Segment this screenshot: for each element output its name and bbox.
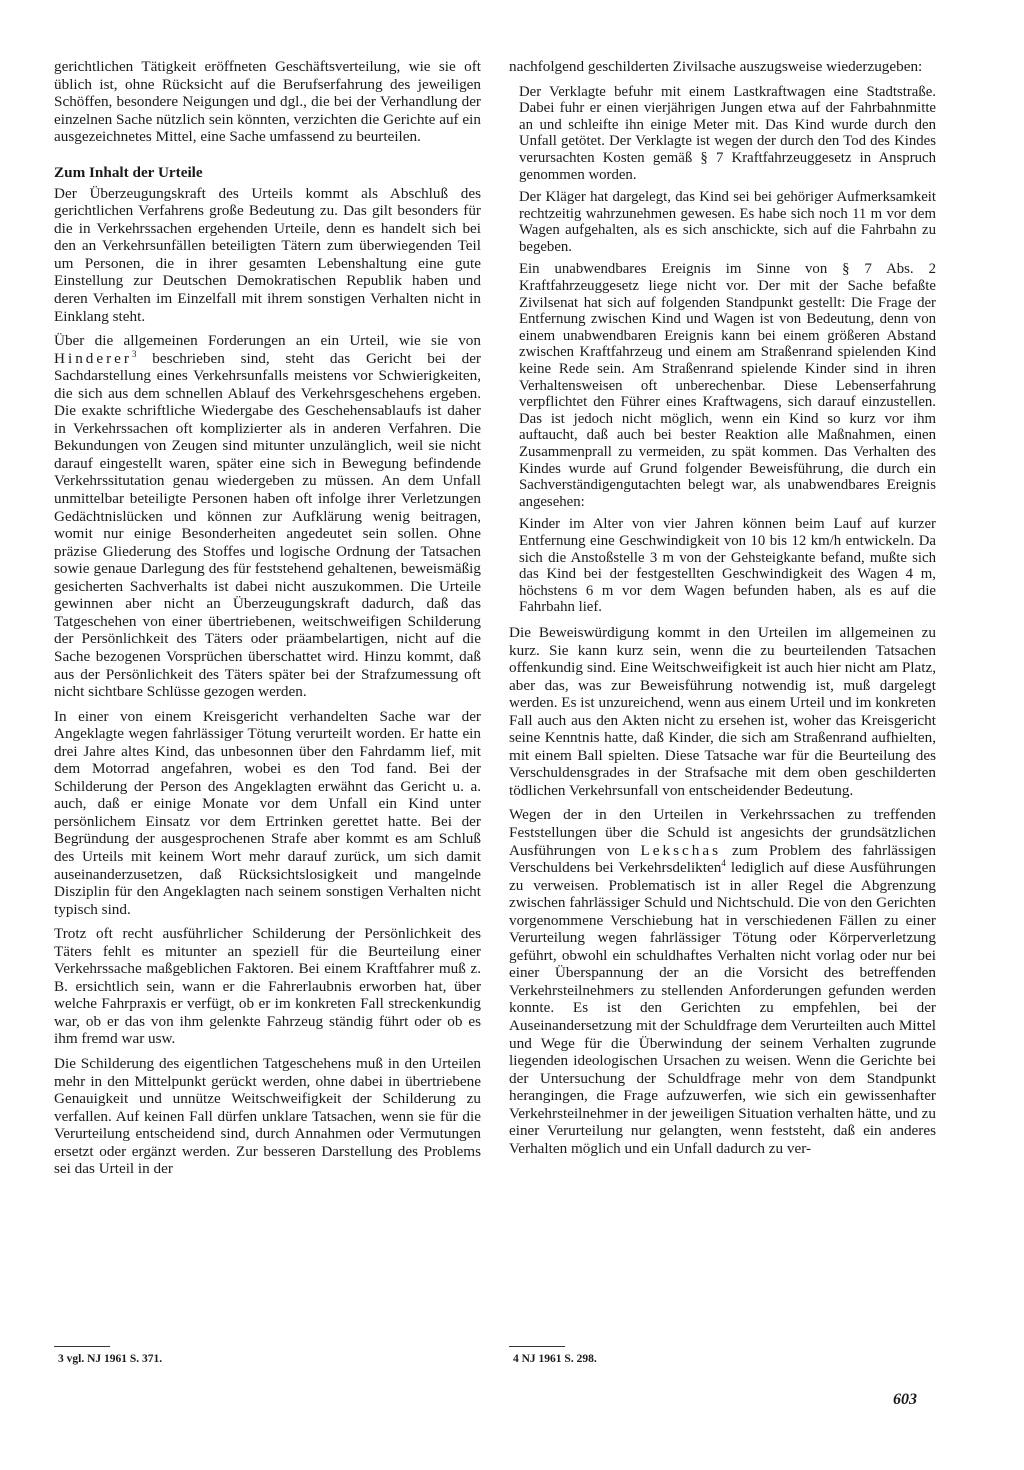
quote-paragraph: Der Verklagte befuhr mit einem Lastkraftwagen eine Stadtstraße. Dabei fuhr er einen vierjährigen Jungen etwa auf der Fahrbahnmitte an und schleifte ihn einige Meter mit. Das Kind wurde durch den Unfall getötet. Der Verklagte ist wegen der durch den Tod des Kindes verursachten Kosten gemäß § 7 Kraftfahrzeuggesetz in Anspruch genommen worden.: [519, 83, 936, 183]
paragraph: In einer von einem Kreisgericht verhandelten Sache war der Angeklagte wegen fahrlässiger Tötung verurteilt worden. Er hatte ein drei Jahre altes Kind, das unbesonnen über den Fahrdamm lief, mit dem Motorrad angefahren, wobei es den Tod fand. Bei der Schilderung der Person des Angeklagten erwähnt das Gericht u. a. auch, daß er einige Monate vor dem Unfall ein Kind unter persönlichem Einsatz vor dem Ertrinken gerettet hatte. Bei der Begründung der ausgesprochenen Strafe aber kommt es am Schluß des Urteils mit keinem Wort mehr darauf zurück, um sich damit auseinanderzusetzen, daß Rücksichtslosigkeit und mangelnde Disziplin für den Angeklagten nach seinem sonstigen Verhalten nicht typisch sind.: [54, 707, 481, 918]
paragraph: Trotz oft recht ausführlicher Schilderung der Persönlichkeit des Täters fehlt es mitunter an speziell für die Beurteilung einer Verkehrssache maßgeblichen Faktoren. Bei einem Kraftfahrer muß z. B. ersichtlich sein, wann er die Fahrerlaubnis erworben hat, über welche Fahrpraxis er verfügt, ob er im konkreten Fall streckenkundig war, ob er das von ihm gelenkte Fahrzeug ständig führt oder ob es ihm fremd war usw.: [54, 925, 481, 1048]
quote-paragraph: Kinder im Alter von vier Jahren können beim Lauf auf kurzer Entfernung eine Geschwindigkeit von 10 bis 12 km/h entwickeln. Da sich die Anstoßstelle 3 m von der Gehsteigkante befand, mußte sich das Kind bei der festgestellten Geschwindigkeit des Wagen 4 m, höchstens 6 m vor dem Wagen befunden haben, als es auf die Fahrbahn lief.: [519, 516, 936, 616]
case-quote: [519, 84, 936, 616]
footnote: 4 NJ 1961 S. 298.: [513, 1353, 597, 1365]
footnote-ref: 3: [131, 348, 137, 359]
paragraph: Über die allgemeinen Forderungen an ein Urteil, wie sie von Hinderer$^3$ beschrieben sind, steht das Gericht bei der Sachdarstellung eines Verkehrsunfalls meistens vor Schwierigkeiten, die sich aus dem schnellen Ablauf des Verkehrsgeschehens ergeben. Die exakte schriftliche Wiedergabe des Geschehensablaufs ist daher in Verkehrssachen oft komplizierter als in anderen Verfahren. Die Bekundungen von Zeugen sind mitunter unzulänglich, weil sie nicht darauf eingestellt waren, später eine sich in Bewegung befindende Verkehrssitutation genau wiedergeben zu müssen. An dem Unfall unmittelbar beteiligte Personen haben oft infolge ihrer Verletzungen Gedächtnislücken und können zur Aufklärung wenig beitragen, womit nur einige Besonderheiten angedeutet sein sollen. Ohne präzise Gliederung des Stoffes und logische Ordnung der Tatsachen sowie genaue Darlegung des für feststehend gehaltenen, beweismäßig gesicherten Sachverhalts ist dabei nicht auszukommen. Die Urteile gewinnen aber nicht an Überzeugungskraft dadurch, daß das Tatgeschehen von einer übertriebenen, weitschweifigen Schilderung der Persönlichkeit des Täters oder präambelartigen, nicht auf die Sache bezogenen Vorsprüchen überschattet wird. Hinzu kommt, daß aus der Persönlichkeit des Täters später bei der Strafzumessung oft nicht sichtbare Schlüsse gezogen werden.: [54, 332, 481, 701]
paragraph: Die Beweiswürdigung kommt in den Urteilen im allgemeinen zu kurz. Sie kann kurz sein, wenn die zu beurteilenden Tatsachen offenkundig sind. Eine Weitschweifigkeit ist auch hier nicht am Platz, aber das, was zur Beweisführung notwendig ist, muß dargelegt werden. Es ist unzureichend, wenn aus einem Urteil und im konkreten Fall auch aus den Akten nicht zu ersehen ist, woher das Kreisgericht seine Kenntnis hatte, daß Kinder, die sich am Straßenrand aufhielten, mit einem Ball spielten. Diese Tatsache war für die Beurteilung des Verschuldensgrades in der Strafsache mit dem oben geschilderten tödlichen Verkehrsunfall von entscheidender Bedeutung.: [509, 623, 936, 799]
footnote: 3 vgl. NJ 1961 S. 371.: [58, 1353, 163, 1365]
paragraph: Der Überzeugungskraft des Urteils kommt als Abschluß des gerichtlichen Verfahrens große Bedeutung zu. Das gilt besonders für die in Verkehrssachen ergehenden Urteile, denn es handelt sich bei den an Verkehrsunfällen beteiligten Tätern zum überwiegenden Teil um Personen, die in ihrer gesamten Lebenshaltung eine gute Einstellung zur Deutschen Demokratischen Republik haben und deren Verhalten im Einzelfall mit ihrem sonstigen Verhalten nicht in Einklang steht.: [54, 184, 481, 325]
author-name: Hinderer: [54, 349, 132, 367]
paragraph: Wegen der in den Urteilen in Verkehrssachen zu treffenden Feststellungen über die Schuld ist angesichts der grundsätzlichen Ausführungen von Lekschas zum Problem des fahrlässigen Verschuldens bei Verkehrsdelikten$^4$ lediglich auf diese Ausführungen zu verweisen. Problematisch ist in aller Regel die Abgrenzung zwischen fahrlässiger Schuld und Nichtschuld. Die von den Gerichten vorgenommene Verschiebung hat in verschiedenen Fällen zu einer Verurteilung wegen fahrlässiger Tötung oder Körperverletzung geführt, obwohl ein schuldhaftes Verhalten nicht vorlag oder nur bei einer Überspannung der an die Vorsicht des betreffenden Verkehrsteilnehmers zu stellenden Anforderungen gefunden werden konnte. Es ist den Gerichten zu empfehlen, bei der Auseinandersetzung mit der Schuldfrage dem Verurteilten auch Mittel und Wege für die Überwindung der seinem Verhalten zugrunde liegenden ideologischen Ursachen zu weisen. Wenn die Gerichte bei der Untersuchung der Schuldfrage mehr von dem Standpunkt herangingen, die Frage aufzuwerfen, wie sich ein gewissenhafter Verkehrsteilnehmer in der jeweiligen Situation verhalten hätte, und zu einer Verurteilung nur gelangten, wenn feststeht, daß ein anderes Verhalten möglich und ein Unfall dadurch zu ver-: [509, 806, 936, 1157]
left-column: [54, 58, 481, 1185]
paragraph: nachfolgend geschilderten Zivilsache auszugsweise wiederzugeben:: [509, 58, 923, 75]
quote-paragraph: Der Kläger hat dargelegt, das Kind sei bei gehöriger Aufmerksamkeit rechtzeitig wahrzunehmen gewesen. Es habe sich noch 11 m vor dem Wagen aufgehalten, als es sich anschickte, sich auf die Fahrbahn zu begeben.: [519, 189, 936, 255]
paragraph: Die Schilderung des eigentlichen Tatgeschehens muß in den Urteilen mehr in den Mittelpunkt gerückt werden, ohne dabei in übertriebene Genauigkeit und unnütze Weitschweifigkeit der Schilderung zu verfallen. Auf keinen Fall dürfen unklare Tatsachen, wenn sie für die Verurteilung entscheidend sind, durch Annahmen oder Vermutungen ersetzt oder ergänzt werden. Zur besseren Darstellung des Problems sei das Urteil in der: [54, 1054, 481, 1178]
footnote-ref: 4: [721, 858, 726, 868]
footnote-rule: [509, 1346, 565, 1347]
footnote-rule: [54, 1346, 110, 1347]
paragraph: gerichtlichen Tätigkeit eröffneten Geschäftsverteilung, wie sie oft üblich ist, ohne Rücksicht auf die Berufserfahrung des jeweiligen Schöffen, besondere Neigungen und dgl., die bei der Verhandlung der einzelnen Sache nützlich sein könnten, verzichten die Gerichte auf ein ausgezeichnetes Mittel, eine Sache umfassend zu beurteilen.: [54, 58, 481, 146]
quote-paragraph: Ein unabwendbares Ereignis im Sinne von § 7 Abs. 2 Kraftfahrzeuggesetz liege nicht vor. Der mit der Sache befaßte Zivilsenat hat sich auf folgenden Standpunkt gestellt: Die Frage der Entfernung zwischen Kind und Wagen ist von Bedeutung, denn von einem unabwendbaren Ereignis kann bei einem größeren Abstand zwischen Kraftfahrzeug und einem am Straßenrand spielenden Kind keine Rede sein. Am Straßenrand spielende Kinder sind in ihren Verhaltensweisen oft unberechenbar. Diese Lebenserfahrung verpflichtet den Führer eines Kraftwagens, sich darauf einzustellen. Das ist jedoch nicht möglich, wenn ein Kind so kurz vor ihm auftaucht, daß auch bei bester Reaktion alle Maßnahmen, einen Zusammenprall zu vermeiden, zu spät kommen. Das Verhalten des Kindes wurde auf Grund folgender Beweisführung, die durch ein Sachverständigengutachten belegt war, als unabwendbares Ereignis angesehen:: [519, 261, 936, 510]
right-column: [509, 58, 936, 1164]
author-name: Lekschas: [640, 841, 722, 859]
page-number: 603: [893, 1391, 917, 1408]
section-heading: Zum Inhalt der Urteile: [54, 163, 203, 181]
